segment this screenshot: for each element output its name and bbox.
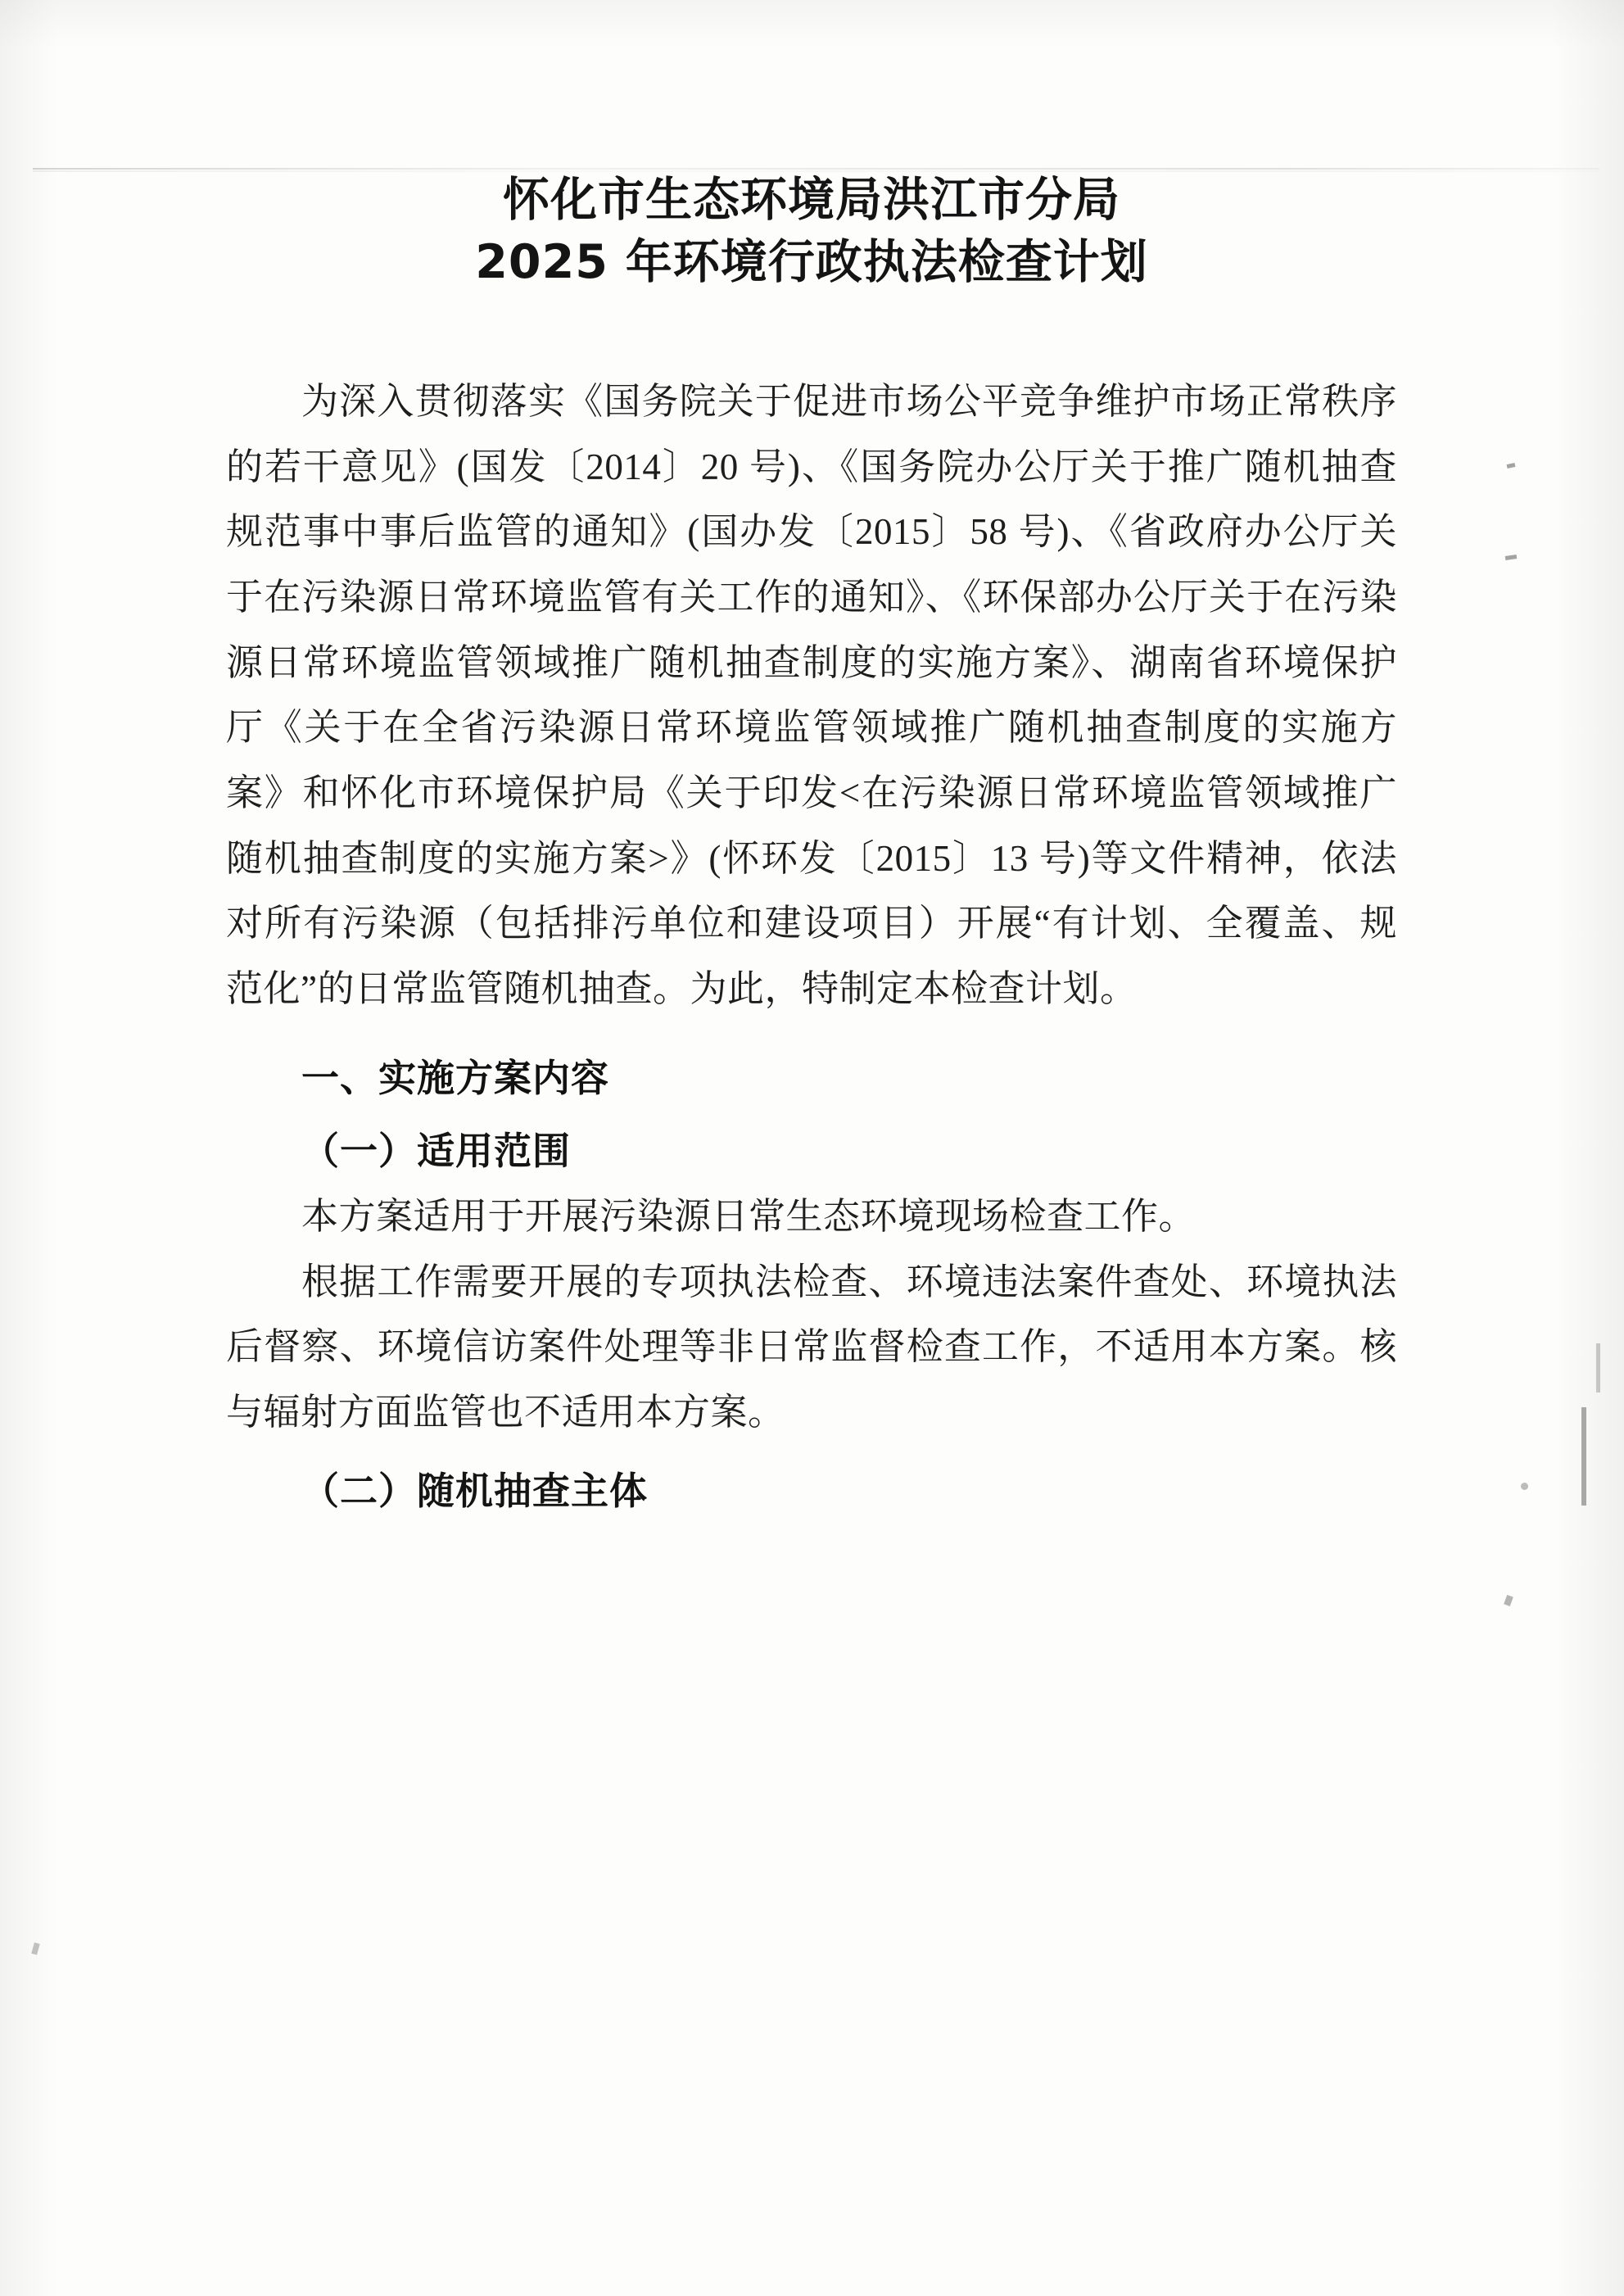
scan-speck — [1504, 1595, 1513, 1606]
document-content — [226, 172, 1397, 1524]
subsection-heading-1-1: （一）适用范围 — [301, 1130, 571, 1172]
scan-speck — [1521, 1483, 1528, 1490]
subsection-1-1-paragraph-2: 根据工作需要开展的专项执法检查、环境违法案件查处、环境执法后督察、环境信访案件处理等非日常监督检查工作，不适用本方案。核与辐射方面监管也不适用本方案。 — [226, 1261, 1397, 1433]
subsection-heading-1-2: （二）随机抽查主体 — [301, 1470, 648, 1512]
document-body — [226, 369, 1397, 1524]
scan-speck — [1507, 463, 1516, 469]
scan-speck — [31, 1942, 39, 1954]
scan-artifact-line — [33, 168, 1599, 170]
subsection-1-1-paragraph-1: 本方案适用于开展污染源日常生态环境现场检查工作。 — [301, 1196, 1197, 1238]
title-line-1: 怀化市生态环境局洪江市分局 — [503, 173, 1120, 227]
page-title — [226, 172, 1397, 291]
section-heading-1: 一、实施方案内容 — [301, 1056, 609, 1101]
scan-speck — [1505, 555, 1518, 560]
intro-paragraph: 为深入贯彻落实《国务院关于促进市场公平竞争维护市场正常秩序的若干意见》(国发〔2014〕20 号)、《国务院办公厅关于推广随机抽查规范事中事后监管的通知》(国办发〔2015〕58 号)、《省政府办公厅关于在污染源日常环境监管有关工作的通知》、《环保部办公厅关于在污染源日常环境监管领域推广随机抽查制度的实施方案》、湖南省环境保护厅《关于在全省污染源日常环境监管领域推广随机抽查制度的实施方案》和怀化市环境保护局《关于印发<在污染源日常环境监管领域推广随机抽查制度的实施方案>》(怀环发〔2015〕13 号)等文件精神，依法对所有污染源（包括排污单位和建设项目）开展“有计划、全覆盖、规范化”的日常监管随机抽查。为此，特制定本检查计划。 — [226, 381, 1397, 1009]
scan-edge-streak — [1581, 1407, 1586, 1506]
scan-edge-streak — [1596, 1343, 1600, 1393]
title-line-2: 2025 年环境行政执法检查计划 — [475, 234, 1148, 289]
